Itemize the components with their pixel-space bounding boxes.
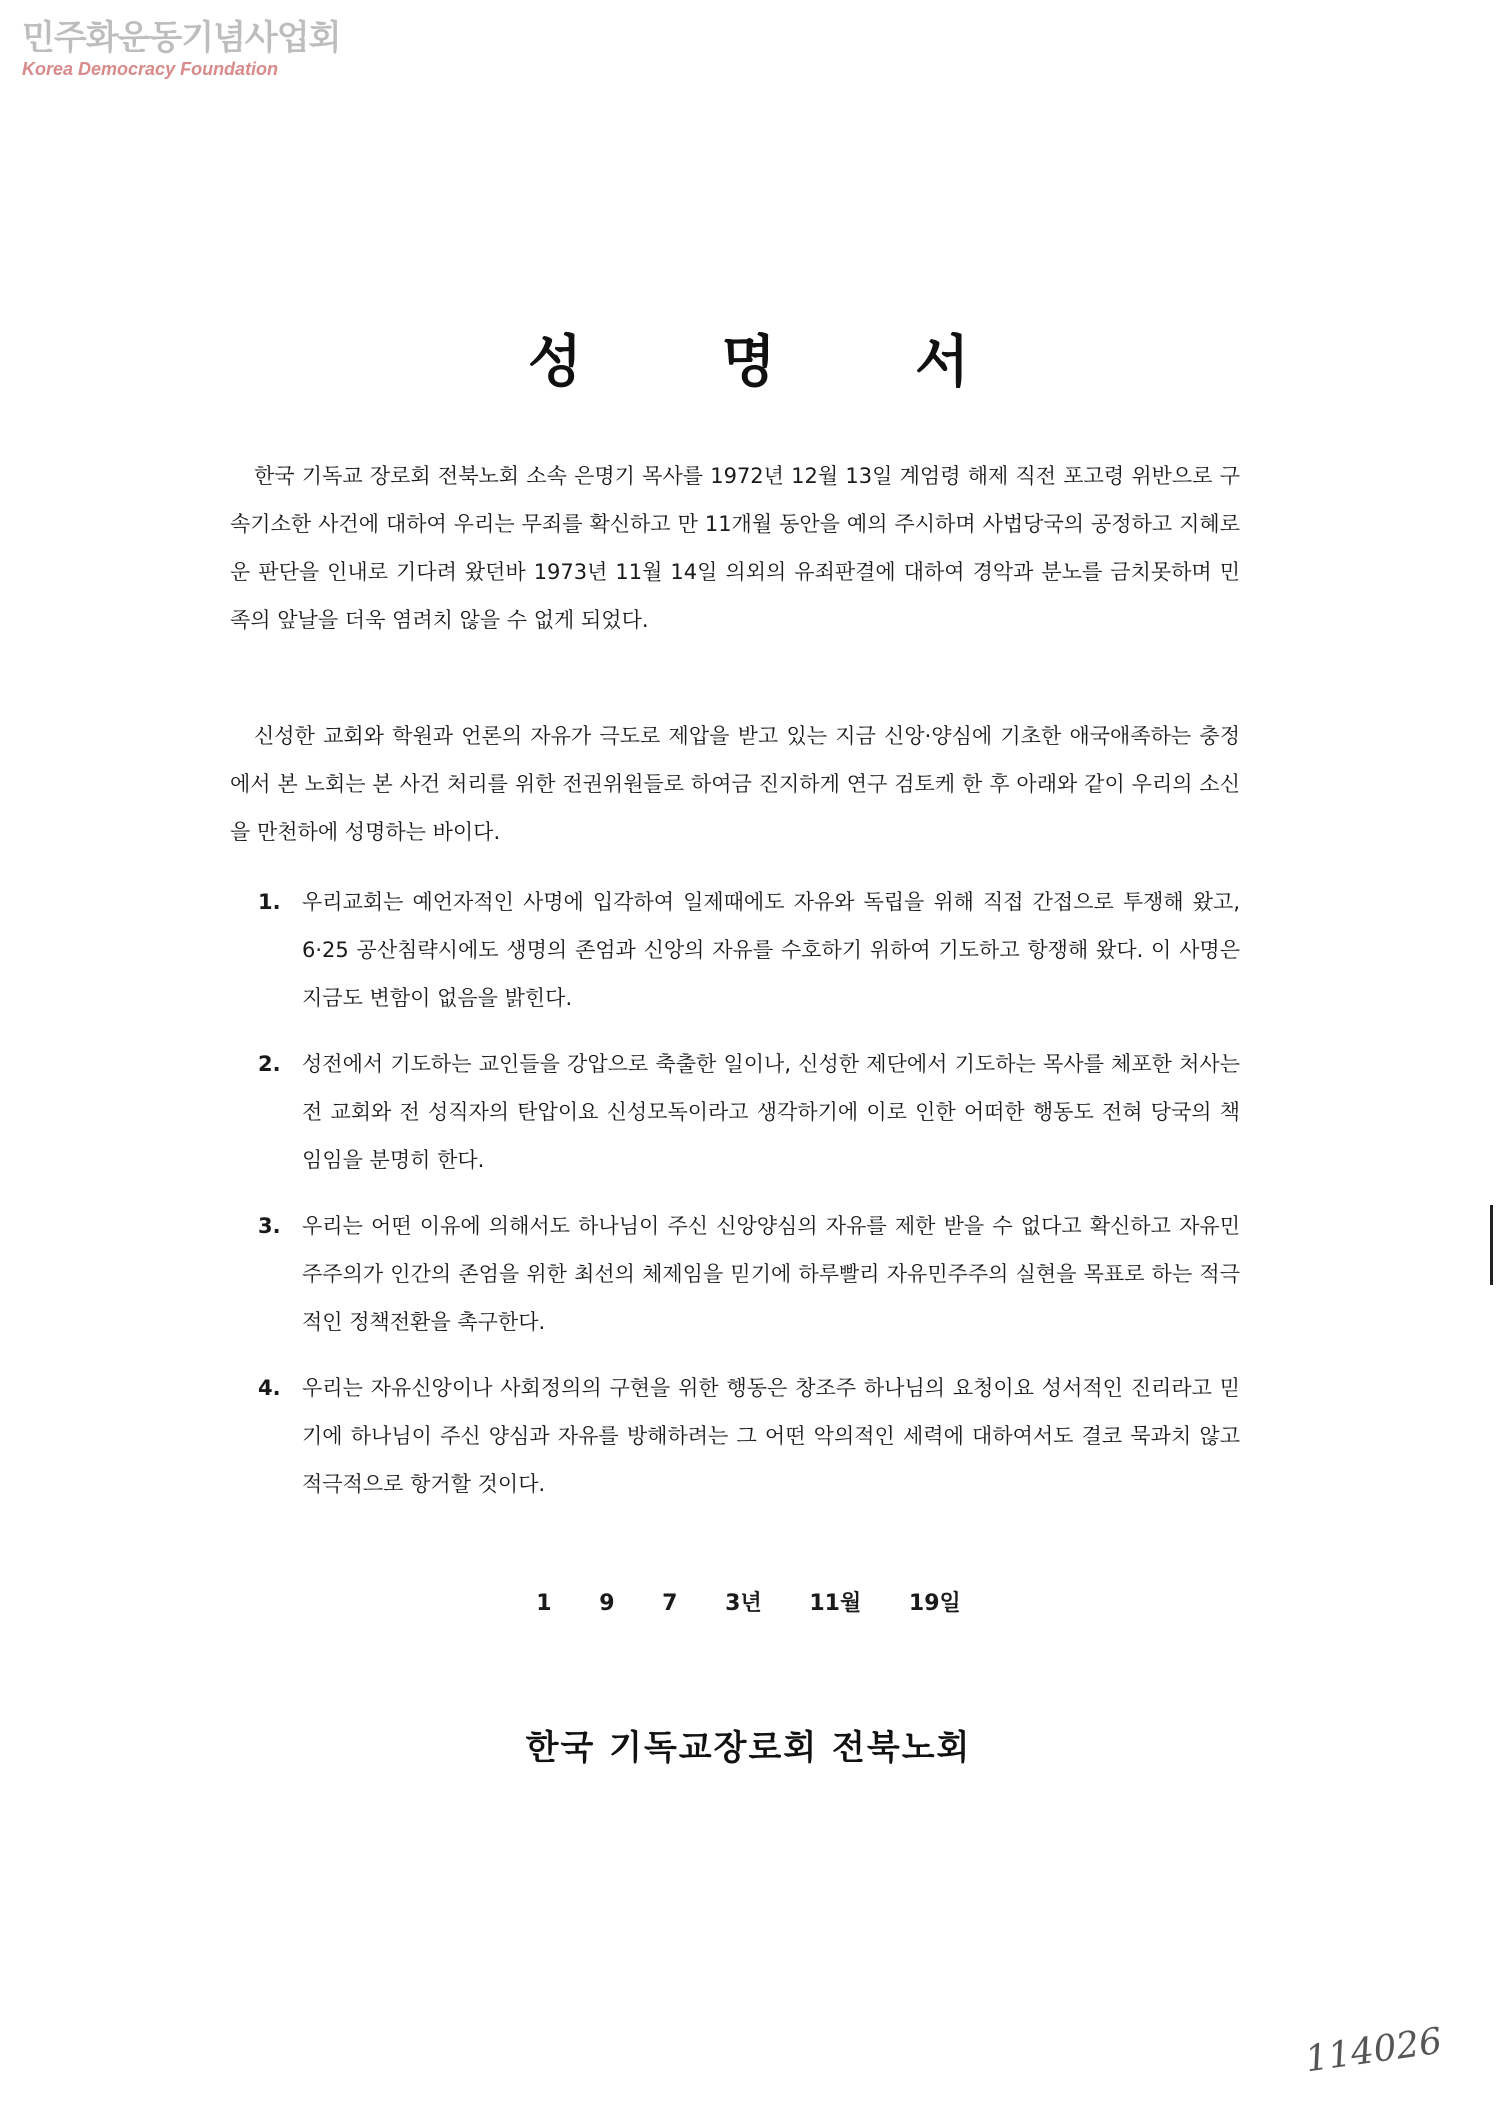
statement-list [258,878,1240,1526]
list-item [258,1040,1240,1184]
watermark-logo [22,18,340,80]
paragraph-1 [230,452,1240,644]
scan-edge-mark [1490,1205,1493,1285]
list-item [258,1364,1240,1508]
item-number: 3. [258,1214,281,1238]
item-text: 우리교회는 예언자적인 사명에 입각하여 일제때에도 자유와 독립을 위해 직접 간접으로 투쟁해 왔고, 6·25 공산침략시에도 생명의 존엄과 신앙의 자유를 수호하기 위하여 기도하고 항쟁해 왔다. 이 사명은 지금도 변함이 없음을 밝힌다. [302,890,1240,1010]
paragraph-2-text: 신성한 교회와 학원과 언론의 자유가 극도로 제압을 받고 있는 지금 신앙·양심에 기초한 애국애족하는 충정에서 본 노회는 본 사건 처리를 위한 전권위원들로 하여금 진지하게 연구 검토케 한 후 아래와 같이 우리의 소신을 만천하에 성명하는 바이다. [230,724,1240,844]
list-item [258,1202,1240,1346]
watermark-english-text: Korea Democracy Foundation [22,59,279,79]
item-text: 우리는 자유신앙이나 사회정의의 구현을 위한 행동은 창조주 하나님의 요청이요 성서적인 진리라고 믿기에 하나님이 주신 양심과 자유를 방해하려는 그 어떤 악의적인 세력에 대하여서도 결코 묵과치 않고 적극적으로 항거할 것이다. [302,1376,1240,1496]
watermark-korean-text: 민주화운동기념사업회 [22,18,341,58]
document-title: 성 명 서 [527,330,1030,395]
list-item [258,878,1240,1022]
signatory-organization: 한국 기독교장로회 전북노회 [525,1728,972,1768]
item-number: 1. [258,890,281,914]
item-text: 우리는 어떤 이유에 의해서도 하나님이 주신 신앙양심의 자유를 제한 받을 수 없다고 확신하고 자유민주주의가 인간의 존엄을 위한 최선의 체제임을 믿기에 하루빨리 자유민주주의 실현을 목표로 하는 적극적인 정책전환을 촉구한다. [302,1214,1240,1334]
paragraph-1-text: 한국 기독교 장로회 전북노회 소속 은명기 목사를 1972년 12월 13일 계엄령 해제 직전 포고령 위반으로 구속기소한 사건에 대하여 우리는 무죄를 확신하고 만 11개월 동안을 예의 주시하며 사법당국의 공정하고 지혜로운 판단을 인내로 기다려 왔던바 1973년 11월 14일 의외의 유죄판결에 대하여 경악과 분노를 금치못하며 민족의 앞날을 더욱 염려치 않을 수 없게 되었다. [230,464,1240,632]
item-number: 2. [258,1052,281,1076]
archive-number-handwritten: 114026 [1302,2020,1445,2081]
paragraph-2 [230,712,1240,856]
document-date: 1 9 7 3년 11월 19일 [536,1591,961,1616]
item-text: 성전에서 기도하는 교인들을 강압으로 축출한 일이나, 신성한 제단에서 기도하는 목사를 체포한 처사는 전 교회와 전 성직자의 탄압이요 신성모독이라고 생각하기에 이로 인한 어떠한 행동도 전혀 당국의 책임임을 분명히 한다. [302,1052,1240,1172]
item-number: 4. [258,1376,281,1400]
